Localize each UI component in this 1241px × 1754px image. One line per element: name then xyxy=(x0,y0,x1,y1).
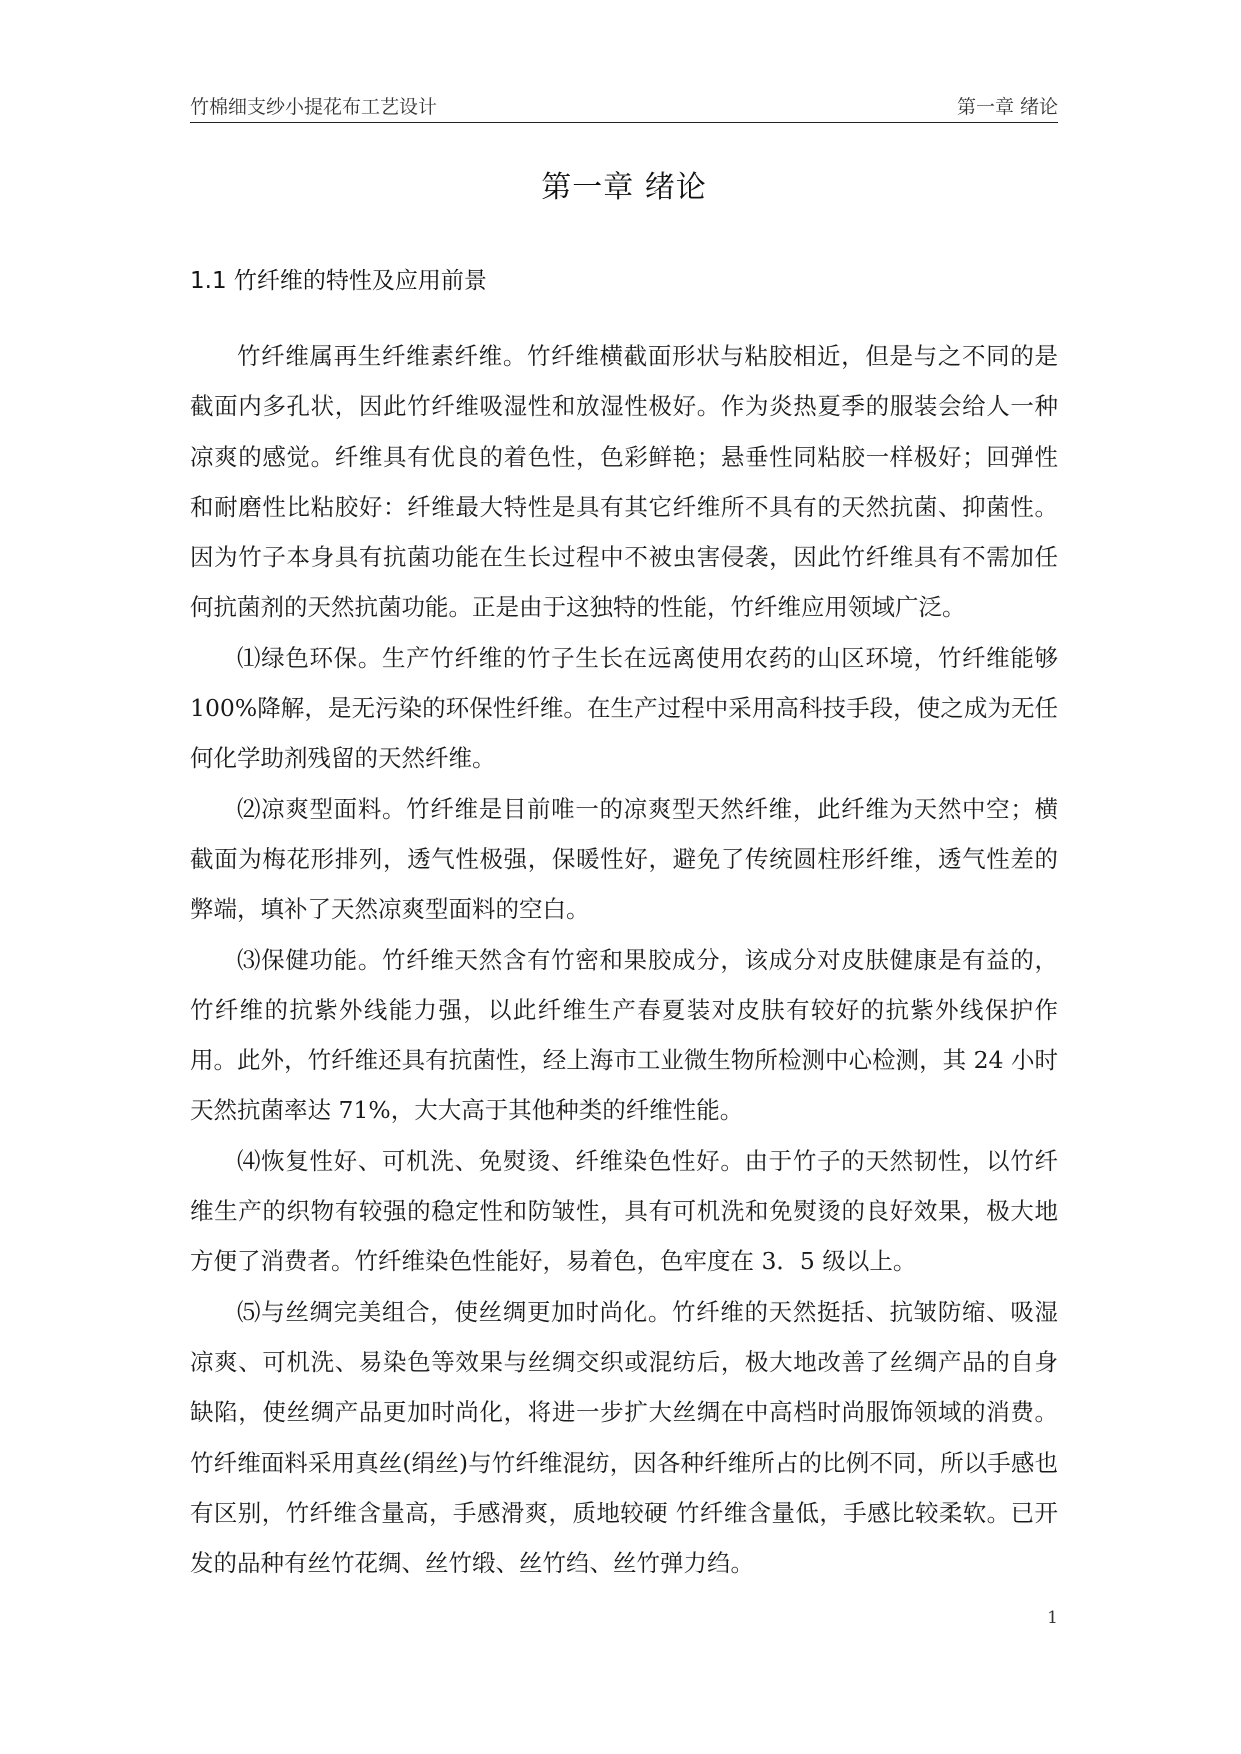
paragraph-item-2: ⑵凉爽型面料。竹纤维是目前唯一的凉爽型天然纤维，此纤维为天然中空；横截面为梅花形排列，透气性极强，保暖性好，避免了传统圆柱形纤维，透气性差的弊端，填补了天然凉爽型面料的空白。 xyxy=(190,794,1058,924)
body-text xyxy=(190,331,1058,1588)
chapter-title: 第一章 绪论 xyxy=(541,170,707,205)
paragraph-item-5: ⑸与丝绸完美组合，使丝绸更加时尚化。竹纤维的天然挺括、抗皱防缩、吸湿凉爽、可机洗、易染色等效果与丝绸交织或混纺后，极大地改善了丝绸产品的自身缺陷，使丝绸产品更加时尚化，将进一步扩大丝绸在中高档时尚服饰领域的消费。竹纤维面料采用真丝(绢丝)与竹纤维混纺，因各种纤维所占的比例不同，所以手感也有区别，竹纤维含量高，手感滑爽，质地较硬 竹纤维含量低，手感比较柔软。已开发的品种有丝竹花绸、丝竹缎、丝竹绉、丝竹弹力绉。 xyxy=(190,1297,1058,1578)
header-document-title: 竹棉细支纱小提花布工艺设计 xyxy=(190,96,438,118)
paragraph-intro: 竹纤维属再生纤维素纤维。竹纤维横截面形状与粘胶相近，但是与之不同的是截面内多孔状，因此竹纤维吸湿性和放湿性极好。作为炎热夏季的服装会给人一种凉爽的感觉。纤维具有优良的着色性，色彩鲜艳；悬垂性同粘胶一样极好；回弹性和耐磨性比粘胶好：纤维最大特性是具有其它纤维所不具有的天然抗菌、抑菌性。因为竹子本身具有抗菌功能在生长过程中不被虫害侵袭，因此竹纤维具有不需加任何抗菌剂的天然抗菌功能。正是由于这独特的性能，竹纤维应用领域广泛。 xyxy=(190,342,1058,622)
paragraph-item-3: ⑶保健功能。竹纤维天然含有竹密和果胶成分，该成分对皮肤健康是有益的，竹纤维的抗紫外线能力强，以此纤维生产春夏装对皮肤有较好的抗紫外线保护作用。此外，竹纤维还具有抗菌性，经上海市工业微生物所检测中心检测，其 24 小时天然抗菌率达 71%，大大高于其他种类的纤维性能。 xyxy=(190,945,1058,1125)
page-header xyxy=(190,88,1058,123)
paragraph-item-4: ⑷恢复性好、可机洗、免熨烫、纤维染色性好。由于竹子的天然韧性，以竹纤维生产的织物有较强的稳定性和防皱性，具有可机洗和免熨烫的良好效果，极大地方便了消费者。竹纤维染色性能好，易着色，色牢度在 3．5 级以上。 xyxy=(190,1146,1058,1276)
page-number: 1 xyxy=(1047,1608,1058,1628)
header-chapter-title: 第一章 绪论 xyxy=(956,96,1058,118)
paragraph-item-1: ⑴绿色环保。生产竹纤维的竹子生长在远离使用农药的山区环境，竹纤维能够 100%降解，是无污染的环保性纤维。在生产过程中采用高科技手段，使之成为无任何化学助剂残留的天然纤维。 xyxy=(190,643,1058,773)
section-title: 1.1 竹纤维的特性及应用前景 xyxy=(190,268,487,294)
